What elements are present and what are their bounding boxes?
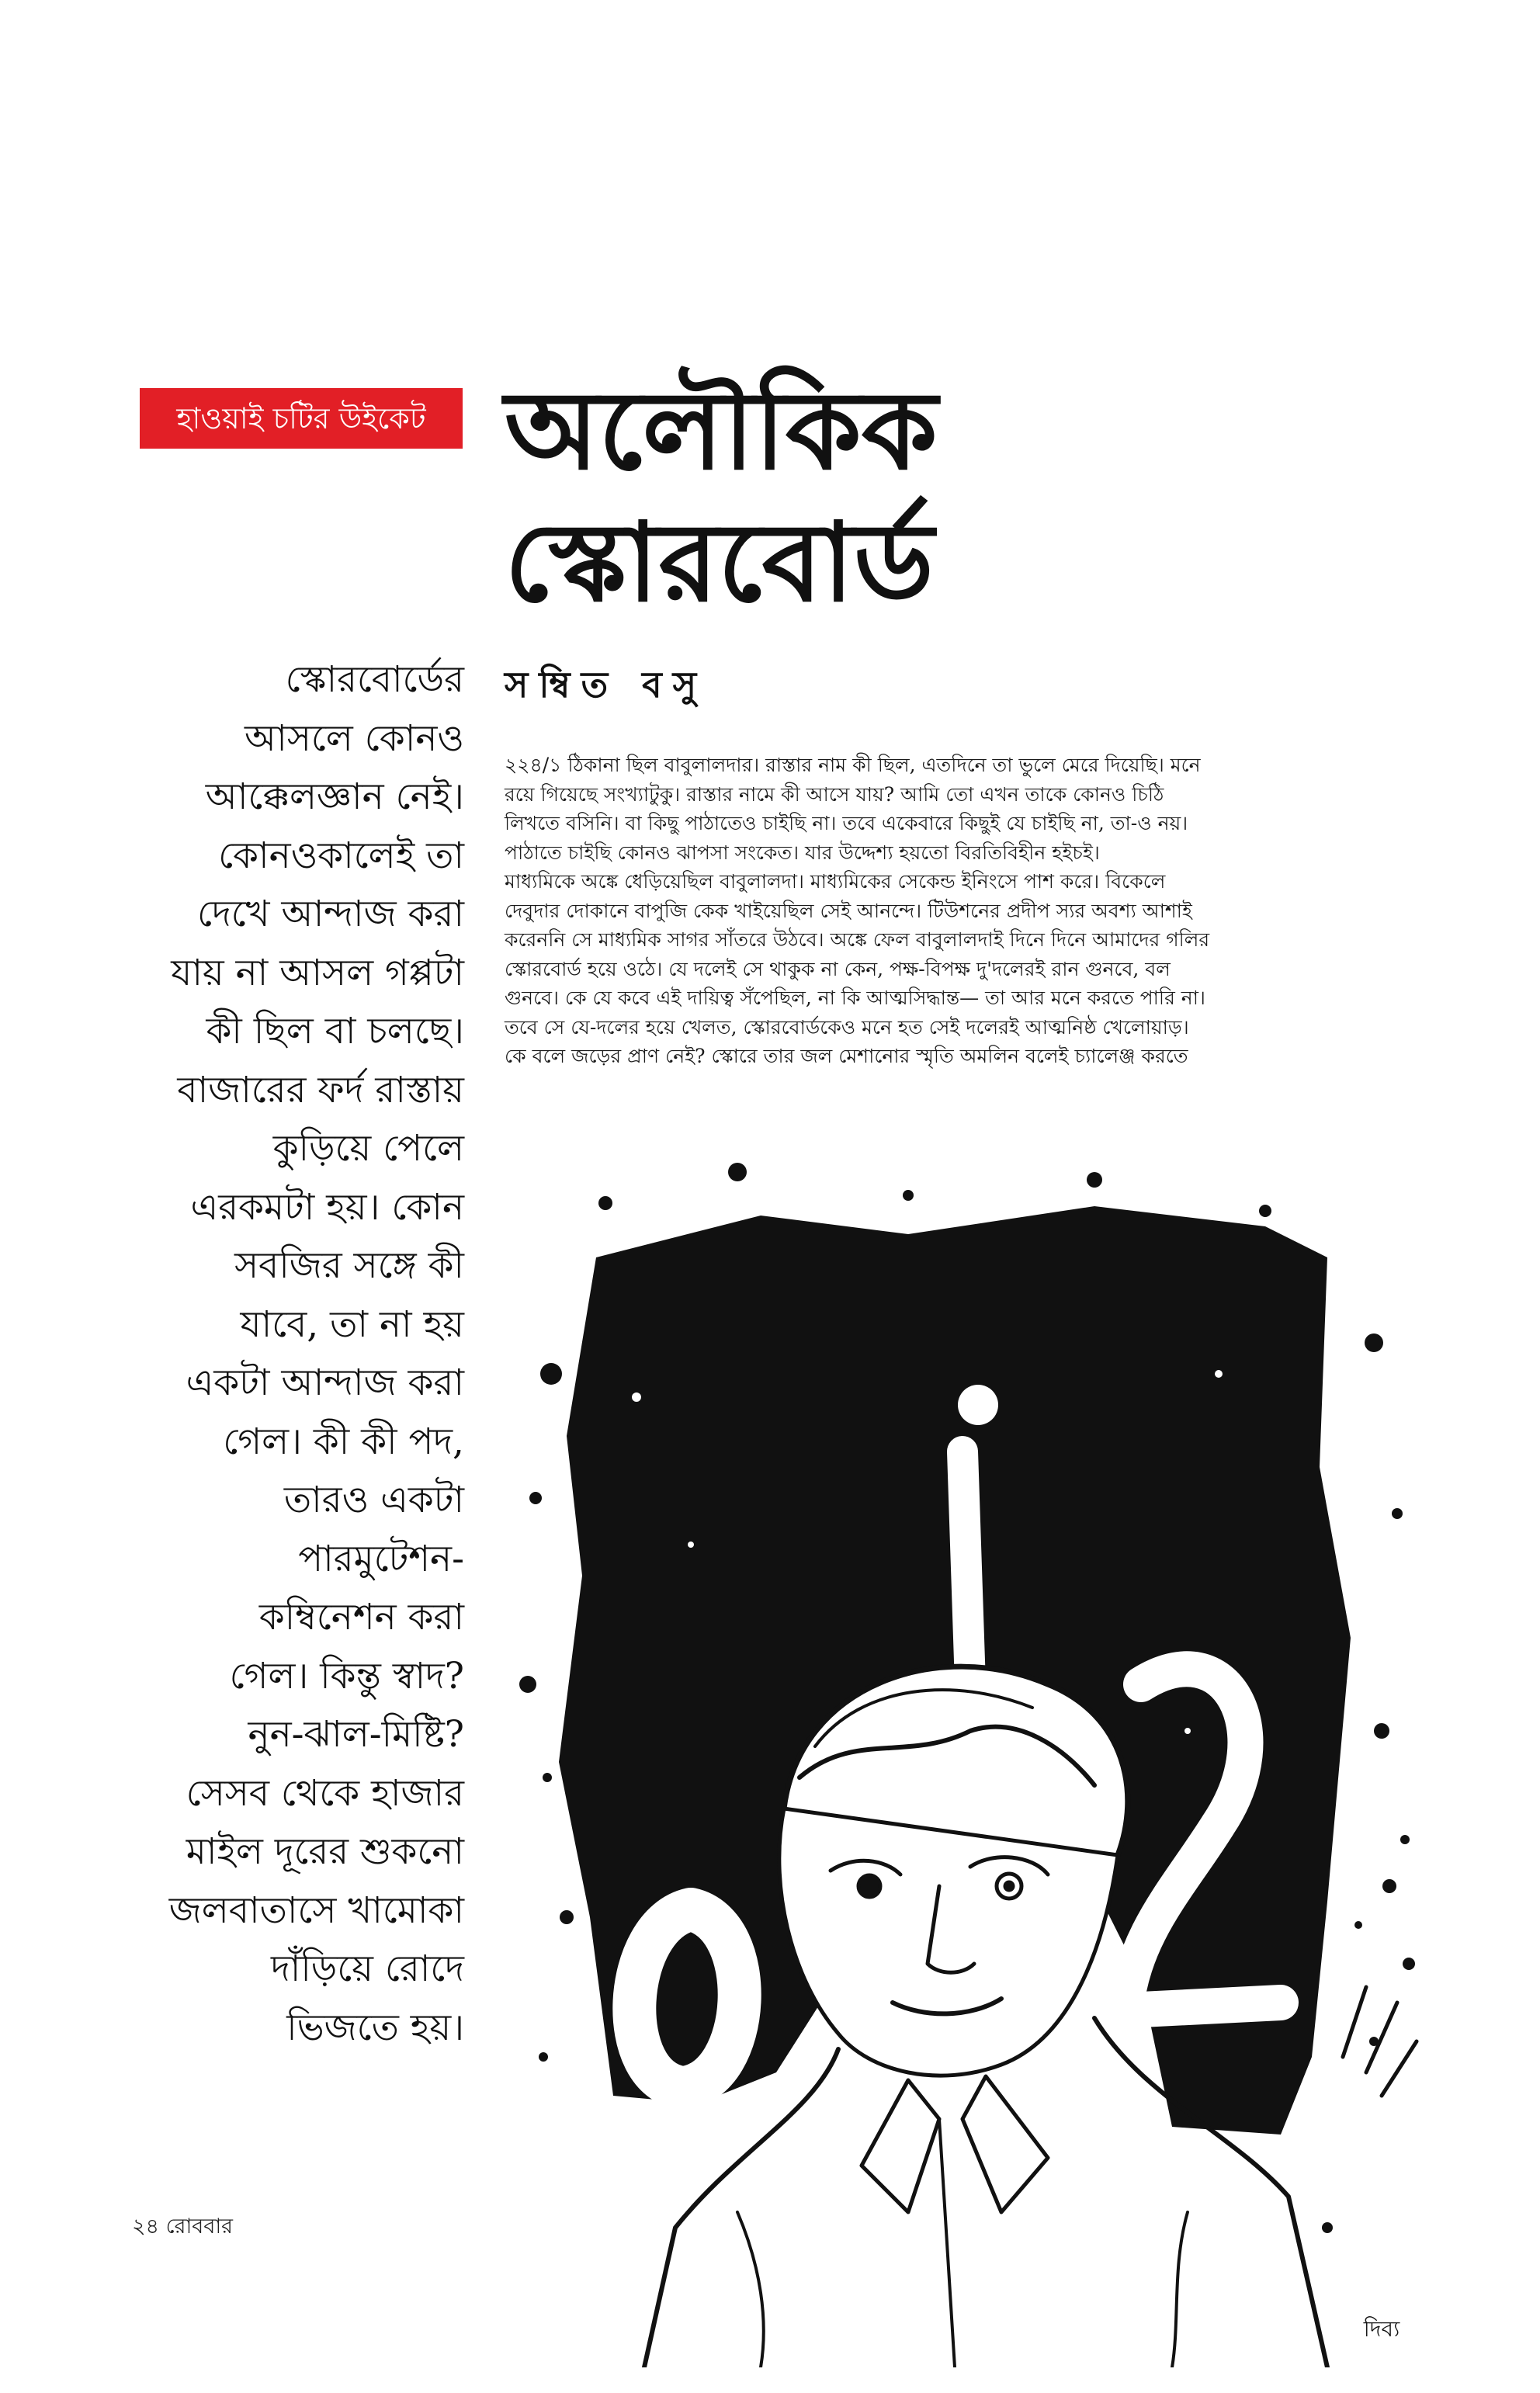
pull-quote-line: নুন-ঝাল-মিষ্টি? — [248, 1713, 464, 1756]
page-footer: ২৪ রোববার — [132, 2214, 234, 2239]
pull-quote-line: আসলে কোনও — [245, 716, 464, 760]
pull-quote-line: গেল। কিন্তু স্বাদ? — [229, 1654, 464, 1698]
body-line: রয়ে গিয়েছে সংখ্যাটুকু। রাস্তার নামে কী আসে যায়? আমি তো এখন তাকে কোনও চিঠি — [505, 782, 1164, 806]
pull-quote-line: কুড়িয়ে পেলে — [272, 1127, 464, 1170]
pull-quote-line: এরকমটা হয়। কোন — [190, 1185, 464, 1229]
pull-quote-line: কী ছিল বা চলছে। — [206, 1010, 464, 1053]
pull-quote-line: আক্কেলজ্ঞান নেই। — [205, 775, 464, 818]
body-line: ২২৪/১ ঠিকানা ছিল বাবুলালদার। রাস্তার নাম কী ছিল, এতদিনে তা ভুলে মেরে দিয়েছি। মনে — [505, 754, 1201, 776]
pull-quote-line: কোনওকালেই তা — [218, 834, 464, 877]
body-line: দেবুদার দোকানে বাপুজি কেক খাইয়েছিল সেই আনন্দে। টিউশনের প্রদীপ স্যর অবশ্য আশাই — [505, 899, 1192, 922]
body-line: করেননি সে মাধ্যমিক সাগর সাঁতরে উঠবে। অঙ্কে ফেল বাবুলালদাই দিনে দিনে আমাদের গলির — [505, 928, 1210, 951]
body-line: মাধ্যমিকে অঙ্কে ধেড়িয়েছিল বাবুলালদা। মাধ্যমিকের সেকেন্ড ইনিংসে পাশ করে। বিকেলে — [505, 870, 1166, 893]
body-line: পাঠাতে চাইছি কোনও ঝাপসা সংকেত। যার উদ্দেশ্য হয়তো বিরতিবিহীন হইচই। — [505, 841, 1100, 864]
pull-quote-line: গেল। কী কী পদ, — [223, 1420, 464, 1463]
pull-quote-line: একটা আন্দাজ করা — [186, 1361, 464, 1404]
article-body — [505, 751, 1420, 1071]
body-line: কে বলে জড়ের প্রাণ নেই? স্কোরে তার জল মেশানোর স্মৃতি অমলিন বলেই চ্যালেঞ্জ করতে — [505, 1045, 1188, 1067]
pull-quote-line: মাইল দূরের শুকনো — [186, 1830, 464, 1873]
pull-quote-line: ভিজতে হয়। — [286, 2006, 464, 2049]
headline — [505, 365, 1358, 629]
pull-quote — [93, 650, 464, 2057]
body-line: তবে সে যে-দলের হয়ে খেলত, স্কোরবোর্ডকেও মনে হত সেই দলেরই আত্মনিষ্ঠ খেলোয়াড়। — [505, 1015, 1189, 1039]
series-tag: হাওয়াই চটির উইকেট — [140, 388, 463, 449]
scoreboard-illustration — [505, 1141, 1424, 2367]
byline: সম্বিত বসু — [505, 664, 708, 706]
score-digits-text: 12 — [505, 1141, 506, 1142]
pull-quote-line: যাবে, তা না হয় — [240, 1302, 464, 1346]
headline-line-2: স্কোরবোর্ড — [505, 499, 935, 626]
pull-quote-line: জলবাতাসে খামোকা — [168, 1888, 464, 1932]
pull-quote-line: সবজির সঙ্গে কী — [234, 1244, 464, 1287]
body-line: স্কোরবোর্ড হয়ে ওঠে। যে দলেই সে থাকুক না কেন, পক্ষ-বিপক্ষ দু'দলেরই রান গুনবে, বল — [505, 957, 1171, 980]
pull-quote-line: স্কোরবোর্ডের — [285, 658, 464, 701]
pull-quote-line: পারমুটেশন- — [298, 1537, 464, 1580]
pull-quote-line: যায় না আসল গপ্পটা — [171, 951, 464, 994]
body-line: গুনবে। কে যে কবে এই দায়িত্ব সঁপেছিল, না কি আত্মসিদ্ধান্ত— তা আর মনে করতে পারি না। — [505, 987, 1205, 1009]
pull-quote-line: তারও একটা — [283, 1479, 464, 1521]
pull-quote-line: কম্বিনেশন করা — [258, 1596, 464, 1639]
pull-quote-line: বাজারের ফর্দ রাস্তায় — [177, 1068, 464, 1112]
body-line: লিখতে বসিনি। বা কিছু পাঠাতেও চাইছি না। তবে একেবারে কিছুই যে চাইছি না, তা-ও নয়। — [505, 812, 1188, 834]
pull-quote-line: সেসব থেকে হাজার — [186, 1771, 464, 1815]
pull-quote-line: দেখে আন্দাজ করা — [197, 893, 464, 935]
pull-quote-line: দাঁড়িয়ে রোদে — [271, 1947, 464, 1990]
headline-line-1: অলৌকিক — [505, 367, 938, 494]
artist-signature: দিব্য — [1363, 2316, 1400, 2342]
